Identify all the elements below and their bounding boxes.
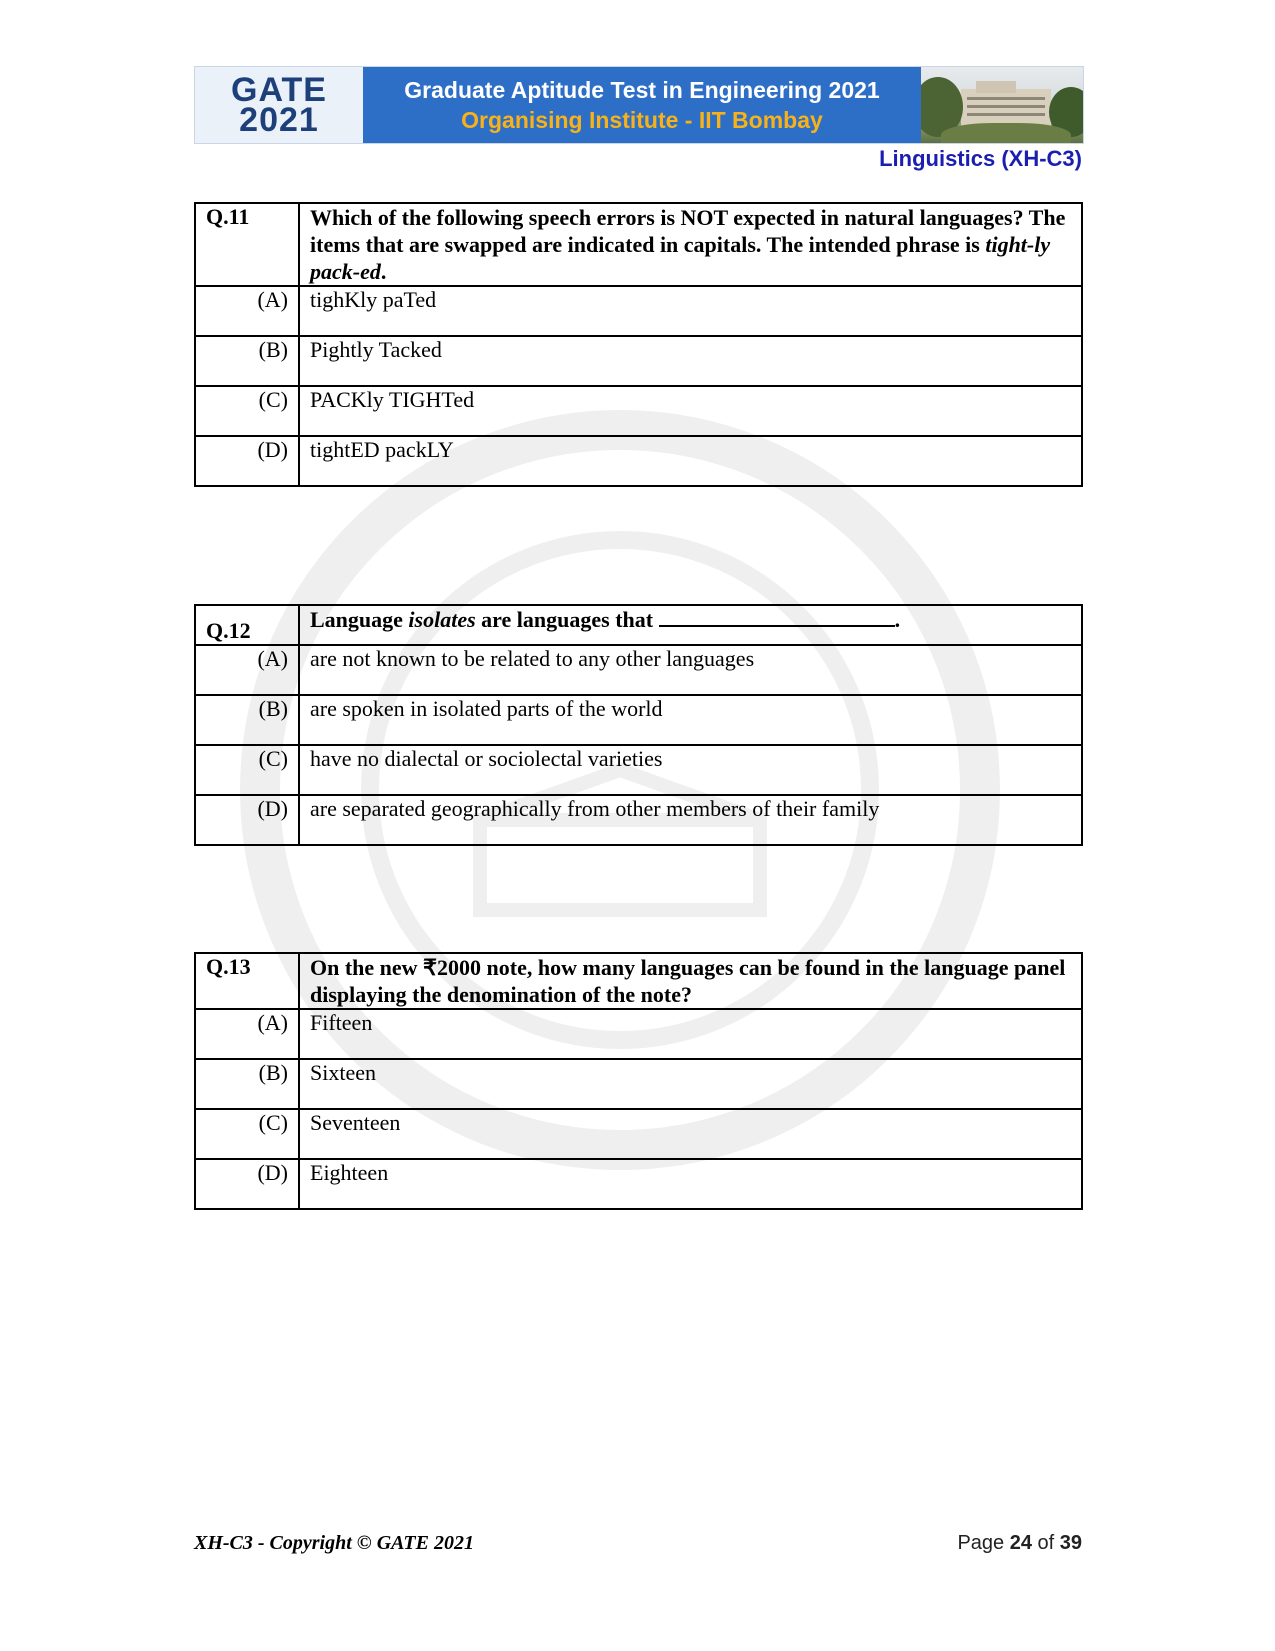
banner-title: Graduate Aptitude Test in Engineering 2021 [404, 77, 880, 103]
question-stem [299, 953, 1082, 1009]
stem-text: are languages that [475, 607, 659, 632]
option-text: tighKly paTed [299, 286, 1082, 336]
stem-italic: isolates [408, 607, 476, 632]
option-text: Seventeen [299, 1109, 1082, 1159]
logo-year-text: 2021 [239, 101, 319, 139]
option-letter: (C) [195, 386, 299, 436]
question-table-q12 [194, 604, 1083, 846]
question-number: Q.12 [195, 605, 299, 645]
header-banner [194, 66, 1084, 144]
option-text: Eighteen [299, 1159, 1082, 1209]
option-text: are not known to be related to any other languages [299, 645, 1082, 695]
option-letter: (C) [195, 745, 299, 795]
footer-page-number [957, 1532, 1082, 1555]
option-text: are spoken in isolated parts of the world [299, 695, 1082, 745]
option-text: Pightly Tacked [299, 336, 1082, 386]
institute-building-image [921, 67, 1083, 143]
option-letter: (A) [195, 1009, 299, 1059]
banner-title-block [363, 67, 921, 143]
stem-text: . [380, 259, 387, 284]
stem-text: Language [310, 607, 409, 632]
option-row[interactable] [195, 745, 1082, 795]
option-text: have no dialectal or sociolectal varieties [299, 745, 1082, 795]
gate-logo [195, 67, 363, 143]
question-table-q11 [194, 202, 1083, 487]
stem-text: On the new ₹2000 note, how many languages can be found in the language panel displaying the denomination of the note? [310, 955, 1066, 1007]
option-text: Sixteen [299, 1059, 1082, 1109]
option-letter: (B) [195, 695, 299, 745]
page-mid: of [1031, 1532, 1060, 1554]
stem-text: Which of the following speech errors is NOT expected in natural languages? The items that are swapped are indicated in capitals. The intended phrase is [310, 205, 1066, 257]
subject-label: Linguistics (XH-C3) [879, 146, 1082, 171]
option-text: tightED packLY [299, 436, 1082, 486]
option-letter: (D) [195, 795, 299, 845]
page-total: 39 [1059, 1532, 1082, 1554]
option-letter: (B) [195, 1059, 299, 1109]
footer-copyright: XH-C3 - Copyright © GATE 2021 [194, 1532, 474, 1554]
option-row[interactable] [195, 436, 1082, 486]
option-row[interactable] [195, 336, 1082, 386]
option-row[interactable] [195, 1109, 1082, 1159]
option-letter: (B) [195, 336, 299, 386]
option-row[interactable] [195, 695, 1082, 745]
banner-subtitle: Organising Institute - IIT Bombay [461, 107, 823, 133]
option-row[interactable] [195, 1059, 1082, 1109]
question-stem [299, 203, 1082, 286]
question-table-q13 [194, 952, 1083, 1210]
option-row[interactable] [195, 795, 1082, 845]
page-current: 24 [1009, 1532, 1032, 1554]
stem-text: . [894, 607, 901, 632]
option-row[interactable] [195, 286, 1082, 336]
option-letter: (A) [195, 286, 299, 336]
option-text: are separated geographically from other members of their family [299, 795, 1082, 845]
answer-blank [659, 607, 895, 627]
option-row[interactable] [195, 1009, 1082, 1059]
option-letter: (D) [195, 436, 299, 486]
question-number: Q.13 [195, 953, 299, 1009]
option-letter: (D) [195, 1159, 299, 1209]
question-stem [299, 605, 1082, 645]
stem-italic: tight-ly pack-ed [310, 232, 1051, 284]
option-text: Fifteen [299, 1009, 1082, 1059]
option-row[interactable] [195, 386, 1082, 436]
logo-gate-text: GATE [231, 71, 327, 109]
option-row[interactable] [195, 645, 1082, 695]
question-number: Q.11 [195, 203, 299, 286]
option-letter: (C) [195, 1109, 299, 1159]
option-text: PACKly TIGHTed [299, 386, 1082, 436]
page-prefix: Page [957, 1532, 1010, 1554]
option-letter: (A) [195, 645, 299, 695]
option-row[interactable] [195, 1159, 1082, 1209]
